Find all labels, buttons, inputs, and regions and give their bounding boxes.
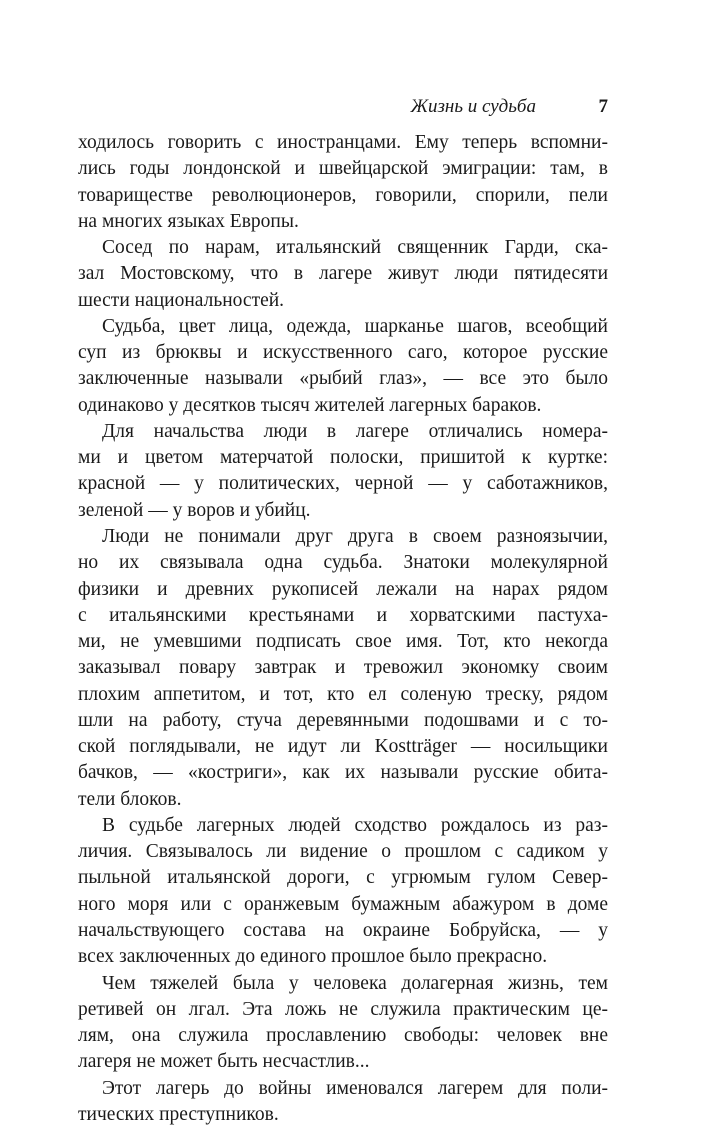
text-line: Чем тяжелей была у человека долагерная жизнь, тем — [102, 972, 608, 994]
text-line: Для начальства люди в лагере отличались номера- — [102, 420, 608, 442]
text-line: всех заключенных до единого прошлое было прекрасно. — [78, 946, 548, 968]
running-title: Жизнь и судьба — [410, 96, 536, 117]
text-line: Этот лагерь до войны именовался лагерем для поли- — [102, 1077, 608, 1099]
text-line: лям, она служила прославлению свободы: человек вне — [78, 1025, 608, 1047]
text-line: но их связывала одна судьба. Знатоки молекулярной — [78, 552, 608, 574]
text-line: шли на работу, стуча деревянными подошвами и с то- — [78, 709, 608, 731]
text-line: начальствующего состава на окраине Бобруйска, — у — [78, 919, 608, 941]
text-line: суп из брюквы и искусственного саго, которое русские — [78, 342, 608, 364]
text-line: лагеря не может быть несчастлив... — [78, 1051, 370, 1073]
text-line: с итальянскими крестьянами и хорватскими пастуха- — [78, 604, 608, 626]
text-line: В судьбе лагерных людей сходство рождалось из раз- — [102, 814, 608, 836]
text-line: тических преступников. — [78, 1103, 279, 1125]
text-line: ретивей он лгал. Эта ложь не служила практическим це- — [78, 998, 608, 1020]
page-number: 7 — [598, 96, 608, 117]
text-line: одинаково у десятков тысяч жителей лагерных бараков. — [78, 394, 542, 416]
text-line: пыльной итальянской дороги, с угрюмым гулом Север- — [78, 867, 608, 889]
text-line: личия. Связывалось ли видение о прошлом с садиком у — [78, 841, 608, 863]
text-line: плохим аппетитом, и тот, кто ел соленую треску, рядом — [78, 683, 608, 705]
text-line: ходилось говорить с иностранцами. Ему теперь вспомни- — [78, 132, 608, 153]
text-line: товариществе революционеров, говорили, спорили, пели — [78, 184, 608, 206]
text-line: лись годы лондонской и швейцарской эмиграции: там, в — [78, 158, 608, 180]
text-line: заключенные называли «рыбий глаз», — все это было — [78, 368, 608, 390]
text-line: зал Мостовскому, что в лагере живут люди пятидесяти — [78, 263, 608, 285]
text-line: заказывал повару завтрак и тревожил экономку своим — [78, 657, 608, 679]
text-line: красной — у политических, черной — у саботажников, — [78, 473, 608, 495]
text-line: зеленой — у воров и убийц. — [78, 499, 311, 521]
text-line: физики и древних рукописей лежали на нарах рядом — [78, 578, 608, 600]
text-line: бачков, — «костриги», как их называли русские обита- — [78, 762, 608, 784]
text-line: ми и цветом матерчатой полоски, пришитой к куртке: — [78, 447, 608, 469]
text-line: ного моря или с оранжевым бумажным абажуром в доме — [78, 893, 608, 915]
text-line: Судьба, цвет лица, одежда, шарканье шагов, всеобщий — [102, 315, 608, 337]
text-line: шести национальностей. — [78, 289, 285, 311]
body-text — [78, 130, 608, 1128]
text-line: ской поглядывали, не идут ли Kostträger — носильщики — [78, 736, 608, 758]
text-line: Люди не понимали друг друга в своем разноязычии, — [102, 525, 608, 547]
text-line: Сосед по нарам, итальянский священник Гарди, ска- — [102, 237, 608, 259]
running-header — [78, 95, 608, 123]
text-line: на многих языках Европы. — [78, 210, 299, 232]
text-line: ми, не умевшими подписать свое имя. Тот, кто некогда — [78, 631, 608, 653]
text-line: тели блоков. — [78, 788, 182, 810]
